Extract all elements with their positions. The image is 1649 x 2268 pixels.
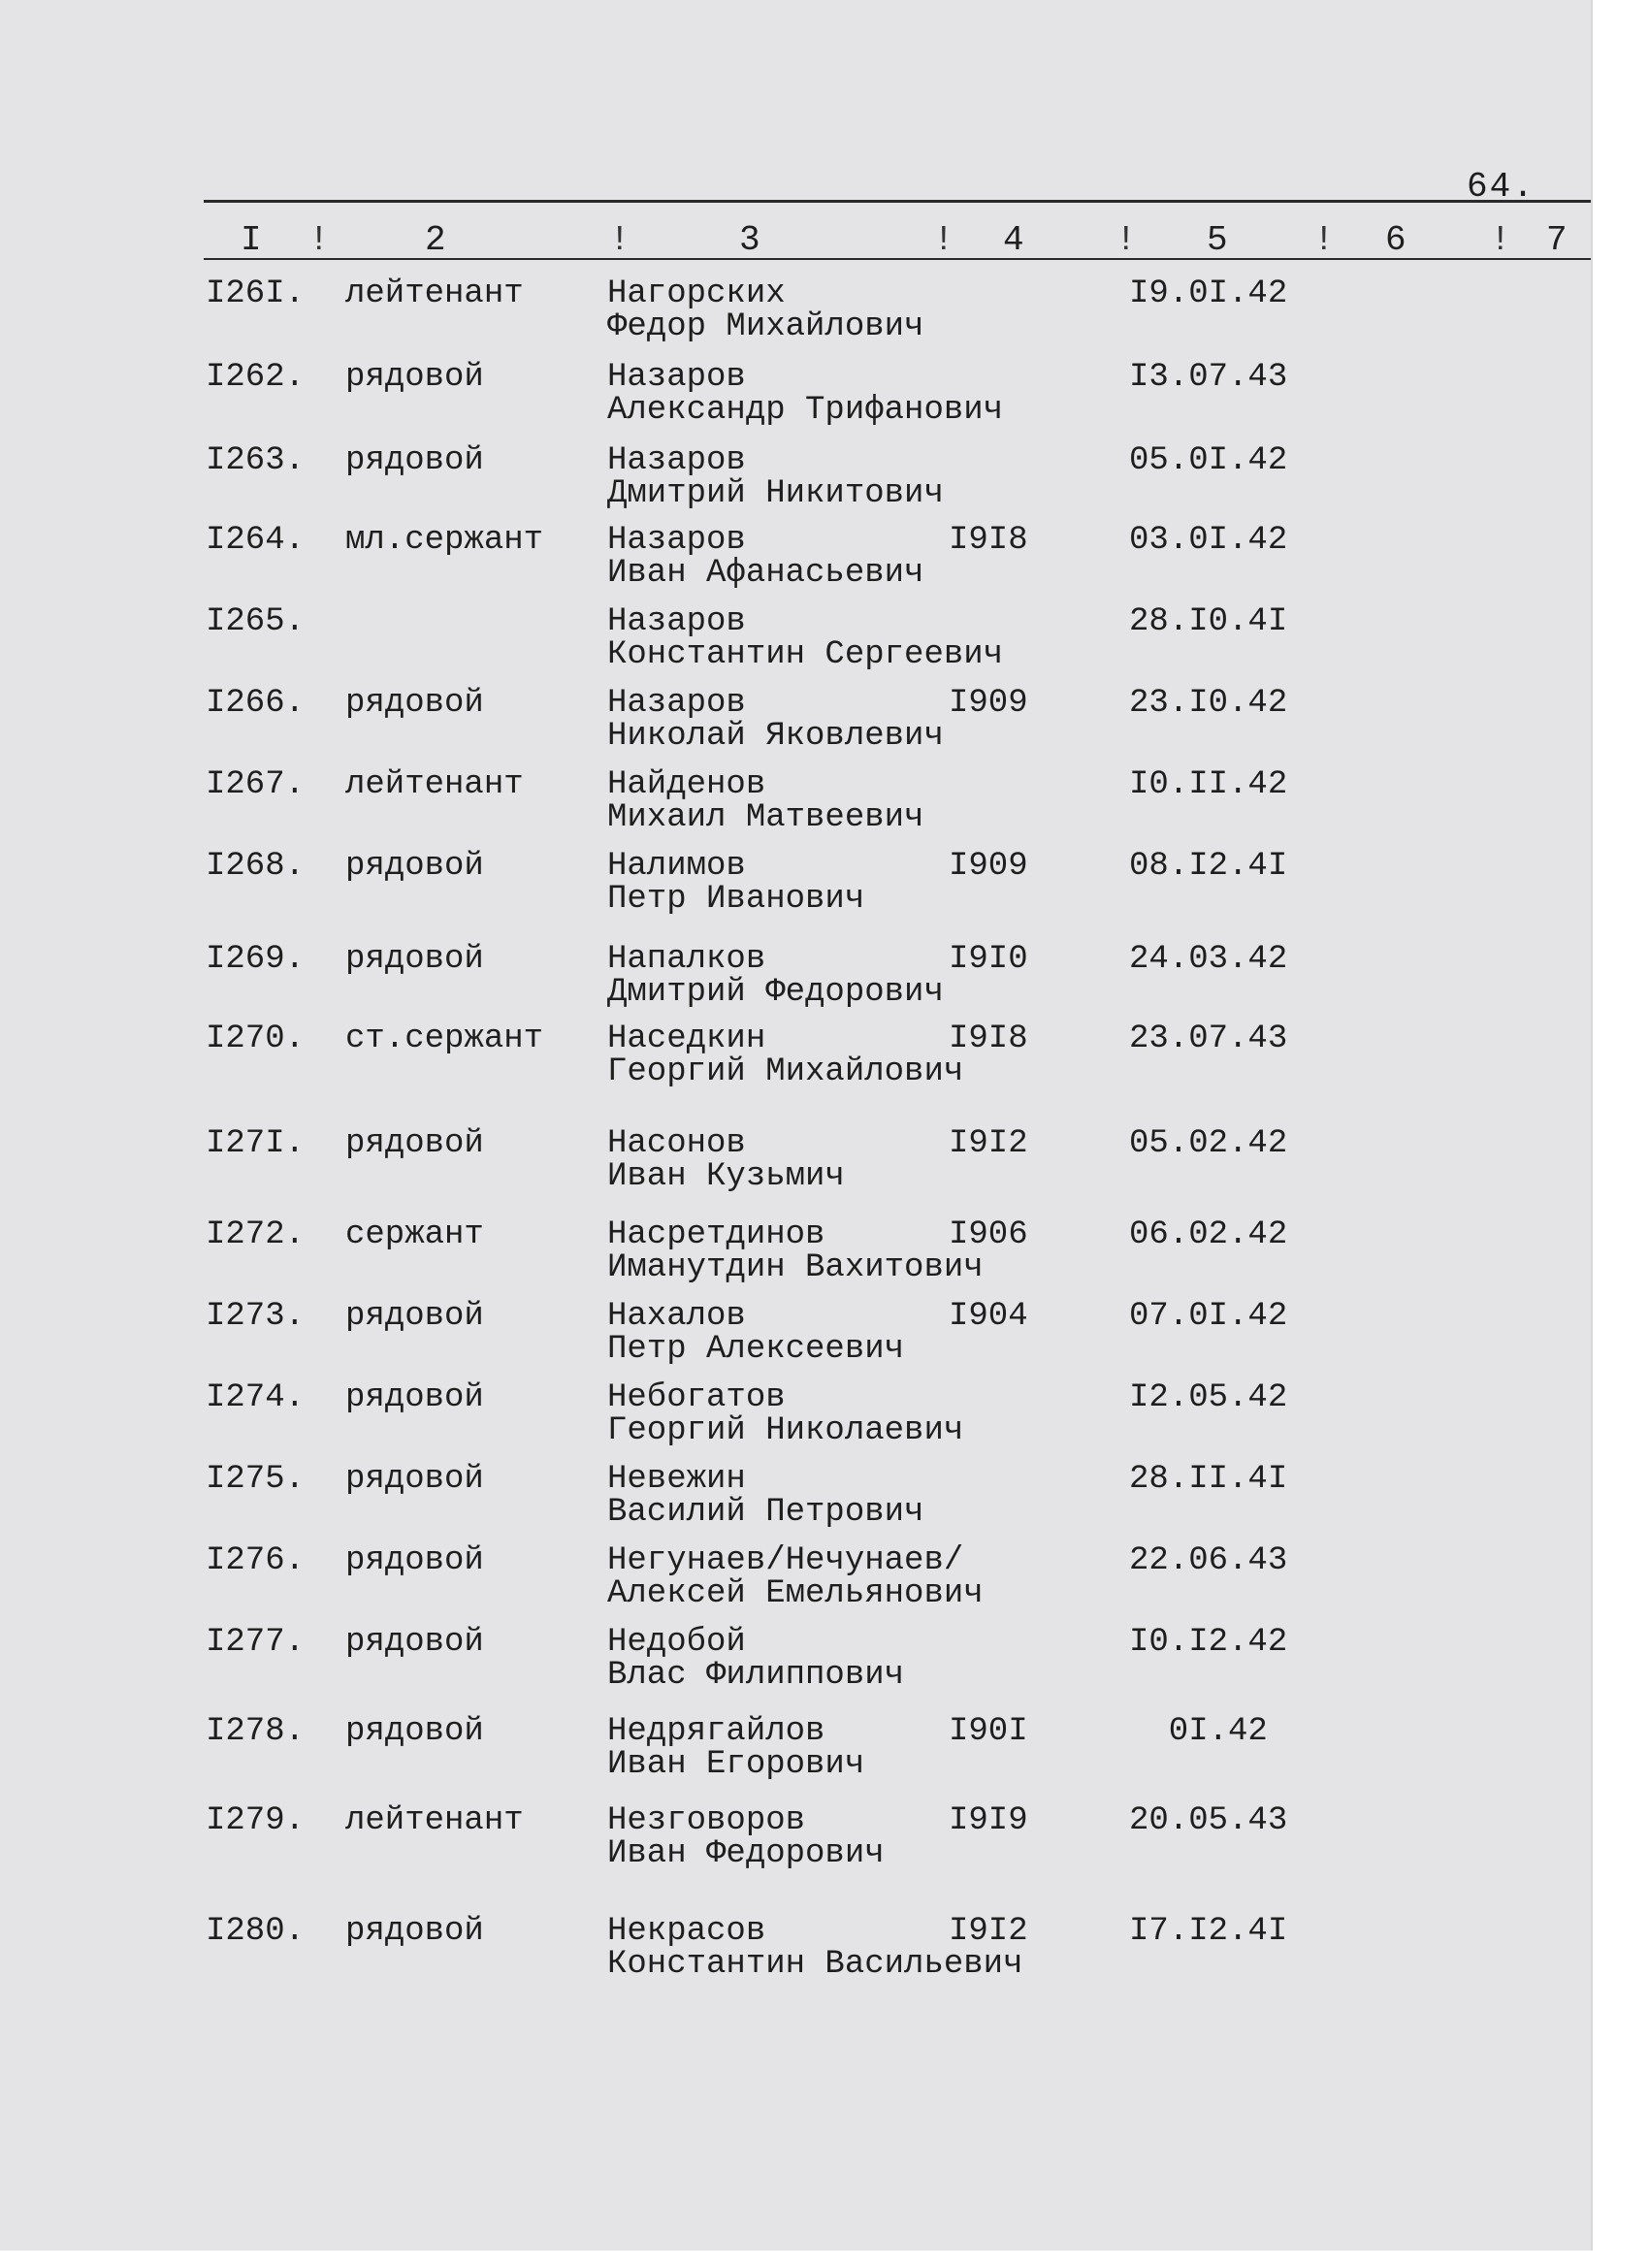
rank: лейтенант (345, 275, 524, 312)
given-name-patronymic: Влас Филиппович (607, 1657, 905, 1694)
record-number: I279. (206, 1802, 306, 1839)
given-name-patronymic: Алексей Емельянович (607, 1575, 984, 1612)
date: 28.II.4I (1129, 1461, 1288, 1498)
table-row (0, 444, 1591, 522)
record-number: I267. (206, 766, 306, 803)
column-header-6: 6 (1385, 220, 1406, 260)
date: I9.0I.42 (1129, 275, 1288, 312)
table-row (0, 687, 1591, 764)
table-row (0, 768, 1591, 846)
rank: рядовой (345, 685, 484, 722)
birth-year: I90I (949, 1713, 1028, 1750)
record-number: I275. (206, 1461, 306, 1498)
given-name-patronymic: Петр Алексеевич (607, 1331, 905, 1368)
given-name-patronymic: Георгий Николаевич (607, 1412, 964, 1449)
rank: лейтенант (345, 766, 524, 803)
record-number: I272. (206, 1216, 306, 1253)
table-row (0, 605, 1591, 683)
column-header-1: I (241, 220, 262, 260)
given-name-patronymic: Иван Егорович (607, 1746, 865, 1783)
table-row (0, 1127, 1591, 1205)
given-name-patronymic: Михаил Матвеевич (607, 799, 924, 836)
date: 0I.42 (1129, 1713, 1268, 1750)
column-header-7: 7 (1546, 220, 1568, 260)
birth-year: I909 (949, 848, 1028, 885)
record-number: I263. (206, 442, 306, 479)
date: 03.0I.42 (1129, 522, 1288, 559)
rank: рядовой (345, 1461, 484, 1498)
surname: Незговоров (607, 1802, 806, 1839)
birth-year: I9I8 (949, 1021, 1028, 1057)
table-row (0, 361, 1591, 438)
record-number: I264. (206, 522, 306, 559)
given-name-patronymic: Василий Петрович (607, 1494, 924, 1531)
rank: рядовой (345, 1713, 484, 1750)
surname: Негунаев/Нечунаев/ (607, 1542, 964, 1579)
record-number: I274. (206, 1379, 306, 1416)
surname: Недрягайлов (607, 1713, 825, 1750)
given-name-patronymic: Александр Трифанович (607, 392, 1004, 429)
given-name-patronymic: Иван Федорович (607, 1835, 885, 1872)
rank: рядовой (345, 941, 484, 978)
rank: рядовой (345, 442, 484, 479)
date: 05.02.42 (1129, 1125, 1288, 1162)
date: 24.03.42 (1129, 941, 1288, 978)
birth-year: I9I0 (949, 941, 1028, 978)
column-separator: ! (933, 220, 954, 260)
table-row (0, 277, 1591, 355)
surname: Насретдинов (607, 1216, 825, 1253)
rank: лейтенант (345, 1802, 524, 1839)
date: 07.0I.42 (1129, 1298, 1288, 1335)
record-number: I280. (206, 1913, 306, 1950)
column-separator: ! (1490, 220, 1511, 260)
table-row (0, 1463, 1591, 1540)
rank: сержант (345, 1216, 484, 1253)
column-separator: ! (308, 220, 330, 260)
surname: Назаров (607, 442, 746, 479)
rank: ст.сержант (345, 1021, 544, 1057)
rank: рядовой (345, 848, 484, 885)
table-row (0, 850, 1591, 927)
column-separator: ! (1116, 220, 1137, 260)
header-rule-bottom (204, 258, 1591, 260)
given-name-patronymic: Константин Сергеевич (607, 636, 1004, 673)
record-number: I273. (206, 1298, 306, 1335)
record-number: I262. (206, 359, 306, 396)
record-number: I265. (206, 603, 306, 640)
table-row (0, 1218, 1591, 1296)
table-row (0, 1544, 1591, 1622)
record-number: I277. (206, 1624, 306, 1661)
date: 05.0I.42 (1129, 442, 1288, 479)
birth-year: I904 (949, 1298, 1028, 1335)
rank: мл.сержант (345, 522, 544, 559)
table-row (0, 943, 1591, 1021)
table-row (0, 1300, 1591, 1377)
record-number: I26I. (206, 275, 306, 312)
rank: рядовой (345, 359, 484, 396)
given-name-patronymic: Иван Афанасьевич (607, 555, 924, 592)
surname: Некрасов (607, 1913, 766, 1950)
date: 23.07.43 (1129, 1021, 1288, 1057)
surname: Назаров (607, 603, 746, 640)
rank: рядовой (345, 1542, 484, 1579)
birth-year: I9I9 (949, 1802, 1028, 1839)
record-number: I269. (206, 941, 306, 978)
record-number: I270. (206, 1021, 306, 1057)
given-name-patronymic: Георгий Михайлович (607, 1053, 964, 1090)
header-rule-top (204, 200, 1591, 203)
rank: рядовой (345, 1624, 484, 1661)
surname: Насонов (607, 1125, 746, 1162)
surname: Недобой (607, 1624, 746, 1661)
table-row (0, 1915, 1591, 1993)
birth-year: I909 (949, 685, 1028, 722)
rank: рядовой (345, 1379, 484, 1416)
date: 28.I0.4I (1129, 603, 1288, 640)
table-row (0, 1626, 1591, 1703)
given-name-patronymic: Дмитрий Федорович (607, 974, 944, 1011)
surname: Нахалов (607, 1298, 746, 1335)
table-row (0, 1804, 1591, 1882)
record-number: I27I. (206, 1125, 306, 1162)
birth-year: I9I2 (949, 1125, 1028, 1162)
table-row (0, 1715, 1591, 1793)
date: I3.07.43 (1129, 359, 1288, 396)
record-number: I268. (206, 848, 306, 885)
date: I7.I2.4I (1129, 1913, 1288, 1950)
date: 08.I2.4I (1129, 848, 1288, 885)
date: I2.05.42 (1129, 1379, 1288, 1416)
table-row (0, 1381, 1591, 1459)
column-separator: ! (609, 220, 630, 260)
surname: Назаров (607, 359, 746, 396)
given-name-patronymic: Николай Яковлевич (607, 718, 944, 755)
table-row (0, 1022, 1591, 1100)
surname: Найденов (607, 766, 766, 803)
surname: Напалков (607, 941, 766, 978)
given-name-patronymic: Дмитрий Никитович (607, 475, 944, 512)
date: 22.06.43 (1129, 1542, 1288, 1579)
column-header-4: 4 (1003, 220, 1024, 260)
birth-year: I9I8 (949, 522, 1028, 559)
table-row (0, 524, 1591, 601)
rank: рядовой (345, 1913, 484, 1950)
record-number: I278. (206, 1713, 306, 1750)
rank: рядовой (345, 1298, 484, 1335)
page-number: 64. (1467, 167, 1536, 207)
date: I0.I2.42 (1129, 1624, 1288, 1661)
given-name-patronymic: Иманутдин Вахитович (607, 1249, 984, 1286)
date: 23.I0.42 (1129, 685, 1288, 722)
record-number: I276. (206, 1542, 306, 1579)
surname: Невежин (607, 1461, 746, 1498)
date: 06.02.42 (1129, 1216, 1288, 1253)
birth-year: I906 (949, 1216, 1028, 1253)
surname: Налимов (607, 848, 746, 885)
date: I0.II.42 (1129, 766, 1288, 803)
rank: рядовой (345, 1125, 484, 1162)
column-header-5: 5 (1207, 220, 1228, 260)
column-header-3: 3 (739, 220, 760, 260)
surname: Наседкин (607, 1021, 766, 1057)
date: 20.05.43 (1129, 1802, 1288, 1839)
column-separator: ! (1313, 220, 1335, 260)
given-name-patronymic: Константин Васильевич (607, 1946, 1023, 1983)
given-name-patronymic: Иван Кузьмич (607, 1158, 845, 1195)
column-header-2: 2 (425, 220, 446, 260)
given-name-patronymic: Федор Михайлович (607, 308, 924, 345)
surname: Назаров (607, 685, 746, 722)
surname: Небогатов (607, 1379, 786, 1416)
surname: Нагорских (607, 275, 786, 312)
birth-year: I9I2 (949, 1913, 1028, 1950)
given-name-patronymic: Петр Иванович (607, 881, 865, 918)
surname: Назаров (607, 522, 746, 559)
record-number: I266. (206, 685, 306, 722)
